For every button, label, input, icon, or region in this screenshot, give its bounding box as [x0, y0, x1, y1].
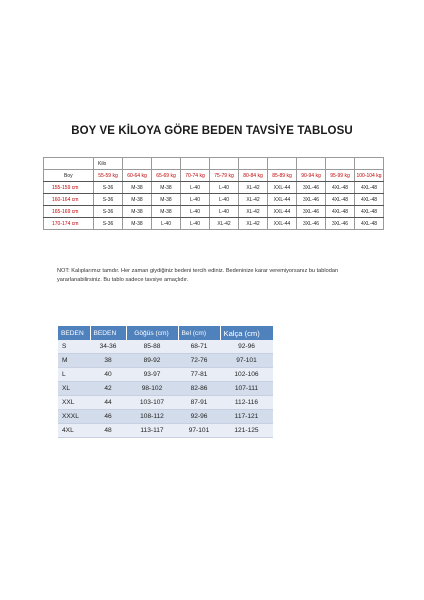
size-name: L [58, 368, 90, 382]
table-row [58, 340, 273, 354]
hip-cm: 92-96 [220, 340, 273, 354]
table-row [44, 194, 384, 206]
blank-cell [297, 158, 326, 170]
table-row [58, 410, 273, 424]
size-cell: 3XL-46 [297, 194, 326, 206]
weight-header: 80-84 kg [239, 170, 268, 182]
waist-cm: 77-81 [178, 368, 220, 382]
table-row [58, 354, 273, 368]
column-header: Kalça (cm) [220, 326, 273, 340]
blank-cell [152, 158, 181, 170]
page-title: BOY VE KİLOYA GÖRE BEDEN TAVSİYE TABLOSU [71, 125, 353, 137]
size-cell: 4XL-48 [355, 218, 384, 230]
weight-header: 55-59 kg [94, 170, 123, 182]
hip-cm: 102-106 [220, 368, 273, 382]
measure-header-row [58, 326, 273, 340]
size-cell: M-38 [123, 218, 152, 230]
weight-header: 70-74 kg [181, 170, 210, 182]
height-label: 155-159 cm [44, 182, 94, 194]
hip-cm: 97-101 [220, 354, 273, 368]
blank-cell [210, 158, 239, 170]
blank-cell [355, 158, 384, 170]
size-note: NOT: Kalıplarımız tamdır. Her zaman giydiğiniz bedeni tercih ediniz. Bedeninize karar veremiyorsanız bu tablodan yararlanabilirsiniz. Bu tablo sadece tavsiye amaçlıdır. [57, 268, 339, 283]
chest-cm: 85-88 [126, 340, 178, 354]
blank-cell [181, 158, 210, 170]
size-cell: L-40 [210, 182, 239, 194]
size-cell: L-40 [181, 218, 210, 230]
table-row [44, 206, 384, 218]
hip-cm: 107-111 [220, 382, 273, 396]
size-cell: M-38 [152, 182, 181, 194]
size-cell: S-36 [94, 182, 123, 194]
waist-cm: 72-76 [178, 354, 220, 368]
weight-header: 85-89 kg [268, 170, 297, 182]
size-cell: XL-42 [239, 206, 268, 218]
column-header: Göğüs (cm) [126, 326, 178, 340]
weights-header-row [44, 170, 384, 182]
size-name: XL [58, 382, 90, 396]
size-cell: XL-42 [239, 194, 268, 206]
size-name: 4XL [58, 424, 90, 438]
size-name: XXL [58, 396, 90, 410]
boy-label: Boy [44, 170, 94, 182]
size-cell: M-38 [123, 206, 152, 218]
size-cell: M-38 [152, 194, 181, 206]
table-row [58, 396, 273, 410]
table-row [58, 382, 273, 396]
size-cell: 4XL-48 [326, 194, 355, 206]
height-label: 165-169 cm [44, 206, 94, 218]
column-header: BEDEN [58, 326, 90, 340]
chest-cm: 113-117 [126, 424, 178, 438]
chest-cm: 108-112 [126, 410, 178, 424]
weight-header: 95-99 kg [326, 170, 355, 182]
weight-header: 65-69 kg [152, 170, 181, 182]
size-number: 44 [90, 396, 126, 410]
size-name: XXXL [58, 410, 90, 424]
size-number: 42 [90, 382, 126, 396]
size-cell: 3XL-46 [326, 218, 355, 230]
height-weight-size-table [43, 157, 384, 230]
size-cell: L-40 [152, 218, 181, 230]
size-number: 46 [90, 410, 126, 424]
hip-cm: 117-121 [220, 410, 273, 424]
size-name: S [58, 340, 90, 354]
size-cell: L-40 [210, 194, 239, 206]
height-label: 170-174 cm [44, 218, 94, 230]
height-label: 160-164 cm [44, 194, 94, 206]
weight-header: 90-94 kg [297, 170, 326, 182]
size-number: 38 [90, 354, 126, 368]
size-cell: XL-42 [239, 182, 268, 194]
chest-cm: 103-107 [126, 396, 178, 410]
size-cell: XXL-44 [268, 182, 297, 194]
size-cell: 3XL-46 [297, 206, 326, 218]
size-name: M [58, 354, 90, 368]
size-cell: XL-42 [239, 218, 268, 230]
size-cell: 3XL-46 [297, 182, 326, 194]
corner-cell [44, 158, 94, 170]
blank-cell [123, 158, 152, 170]
table-row [58, 368, 273, 382]
size-number: 40 [90, 368, 126, 382]
waist-cm: 68-71 [178, 340, 220, 354]
weight-header: 60-64 kg [123, 170, 152, 182]
size-cell: XXL-44 [268, 218, 297, 230]
hip-cm: 112-116 [220, 396, 273, 410]
size-cell: XXL-44 [268, 206, 297, 218]
body-measurement-table [58, 326, 274, 438]
size-cell: 3XL-46 [297, 218, 326, 230]
table-row [44, 218, 384, 230]
blank-cell [239, 158, 268, 170]
table-row [58, 424, 273, 438]
size-cell: L-40 [210, 206, 239, 218]
hip-cm: 121-125 [220, 424, 273, 438]
size-cell: S-36 [94, 206, 123, 218]
size-cell: L-40 [181, 206, 210, 218]
size-cell: L-40 [181, 194, 210, 206]
table-row [44, 182, 384, 194]
weight-header: 100-104 kg [355, 170, 384, 182]
blank-cell [326, 158, 355, 170]
size-cell: 4XL-48 [326, 206, 355, 218]
size-cell: M-38 [123, 182, 152, 194]
waist-cm: 92-96 [178, 410, 220, 424]
blank-cell [268, 158, 297, 170]
size-cell: M-38 [123, 194, 152, 206]
chest-cm: 98-102 [126, 382, 178, 396]
size-number: 34-36 [90, 340, 126, 354]
column-header: BEDEN [90, 326, 126, 340]
size-cell: 4XL-48 [355, 182, 384, 194]
size-number: 48 [90, 424, 126, 438]
kilo-label: Kilo [94, 158, 123, 170]
chest-cm: 89-92 [126, 354, 178, 368]
size-cell: L-40 [181, 182, 210, 194]
size-cell: S-36 [94, 194, 123, 206]
waist-cm: 97-101 [178, 424, 220, 438]
size-cell: 4XL-48 [326, 182, 355, 194]
size-cell: M-38 [152, 206, 181, 218]
size-cell: 4XL-48 [355, 194, 384, 206]
waist-cm: 82-86 [178, 382, 220, 396]
size-cell: 4XL-48 [355, 206, 384, 218]
size-cell: XXL-44 [268, 194, 297, 206]
size-cell: XL-42 [210, 218, 239, 230]
weight-header: 75-79 kg [210, 170, 239, 182]
kilo-header-row [44, 158, 384, 170]
waist-cm: 87-91 [178, 396, 220, 410]
column-header: Bel (cm) [178, 326, 220, 340]
chest-cm: 93-97 [126, 368, 178, 382]
size-cell: S-36 [94, 218, 123, 230]
